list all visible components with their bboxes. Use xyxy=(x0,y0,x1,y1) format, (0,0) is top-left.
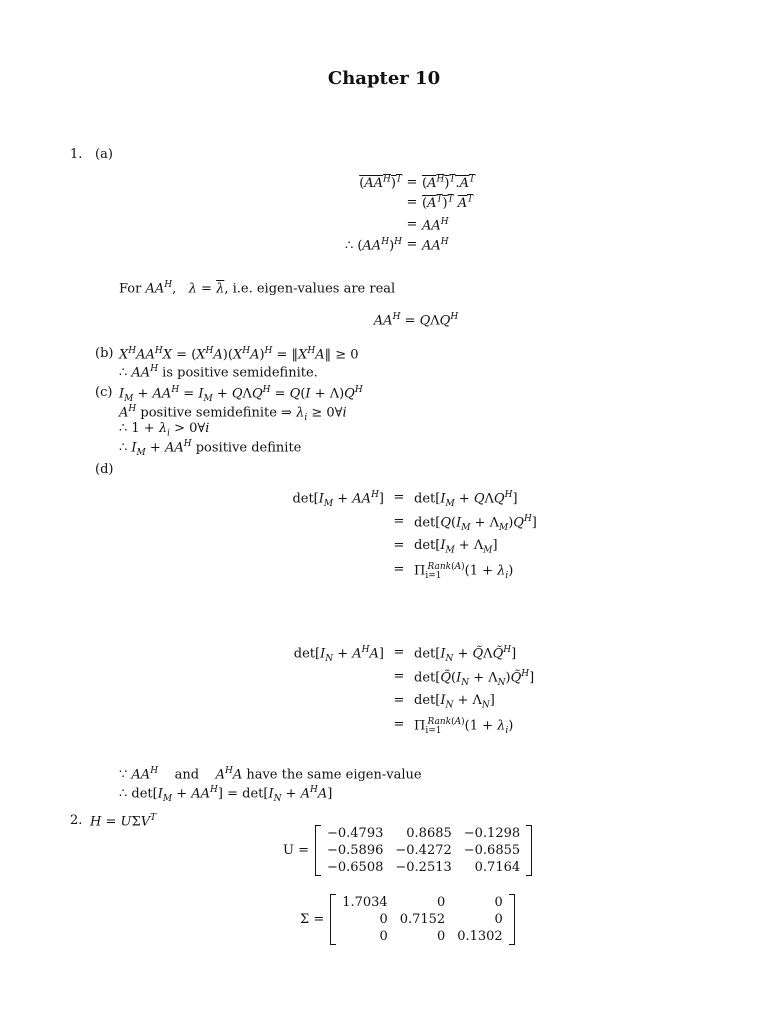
matrix-cell: −0.2513 xyxy=(395,860,452,875)
eq-rel: = xyxy=(393,717,405,732)
part-b-label: (b) xyxy=(95,346,114,361)
eq-rhs: $\det[I_N$ + Q̃ΛQ̃$^H$] xyxy=(414,645,517,664)
eq-rhs: $\det[I_M + Q\Lambda Q^H]$ xyxy=(414,490,518,509)
matrix-cell: −0.5896 xyxy=(326,843,384,858)
question-1-number: 1. xyxy=(70,147,83,162)
part-b-line-1: $X^HAA^HX = (X^HA)(X^HA)^H$ = $‖X^HA‖ \ge 0$ xyxy=(119,346,359,363)
eq-rel: = xyxy=(406,175,418,190)
eq-rel: = xyxy=(393,562,405,577)
eq-rel: = xyxy=(393,538,405,553)
eq-rhs: $\det[I_M + \Lambda_M]$ xyxy=(414,538,498,556)
part-d-block-1 xyxy=(280,490,580,586)
eq-rel: = xyxy=(406,195,418,210)
matrix-Sigma-table xyxy=(336,894,509,945)
matrix-row xyxy=(336,911,509,928)
part-d-block-2 xyxy=(280,645,580,741)
eq-row xyxy=(290,237,520,257)
eq-rel: = xyxy=(393,490,405,505)
matrix-row xyxy=(336,894,509,911)
part-c-line-1: $I_M + AA^H = I_M + Q\Lambda Q^H = Q(I + \Lambda)Q^H$ xyxy=(119,385,363,404)
eq-lhs xyxy=(290,217,402,237)
eq-lhs xyxy=(280,562,384,586)
matrix-cell: −0.6508 xyxy=(326,860,384,875)
matrix-cell: −0.4793 xyxy=(326,826,384,841)
eq-lhs xyxy=(290,195,402,217)
eq-row xyxy=(290,175,520,195)
part-c-label: (c) xyxy=(95,385,113,400)
part-b-line-2: ∴ $AA^H$ is positive semidefinite. xyxy=(119,364,318,381)
part-c-line-3: ∴ $1 + \lambda_i$ > 0∀i xyxy=(119,421,210,439)
bracket-right xyxy=(509,894,515,945)
part-d-because: ∵ $AA^H$ and $A^HA$ have the same eigen-value xyxy=(119,766,422,783)
eq-lhs: $\det[I_M + AA^H]$ xyxy=(292,490,384,509)
eq-lhs: $(AA^H)^T$ xyxy=(359,175,402,192)
eq-rel: = xyxy=(393,669,405,684)
part-a-label: (a) xyxy=(95,147,113,162)
eq-rel: = xyxy=(393,514,405,529)
matrix-cell: 0.7164 xyxy=(474,860,521,875)
matrix-row xyxy=(321,842,526,859)
matrix-U-label: U = xyxy=(283,843,309,858)
eq-rel: = xyxy=(393,693,405,708)
eq-row xyxy=(280,514,580,538)
eq-lhs xyxy=(280,538,384,562)
part-c-line-4: ∴ $I_M + AA^H$ positive definite xyxy=(119,439,302,458)
matrix-Sigma-label: Σ = xyxy=(300,912,325,927)
eq-lhs xyxy=(280,717,384,741)
eq-lhs xyxy=(280,514,384,538)
matrix-cell: 0 xyxy=(436,895,446,910)
matrix-cell: 0 xyxy=(436,929,446,944)
matrix-cell: 0 xyxy=(379,912,388,927)
matrix-cell: 0.7152 xyxy=(399,912,446,927)
matrix-cell: −0.6855 xyxy=(463,843,521,858)
eq-row xyxy=(280,645,580,669)
part-d-therefore: ∴ $\det[I_M + AA^H] = \det[I_N + A^HA]$ xyxy=(119,785,333,804)
matrix-cell: 0.8685 xyxy=(406,826,452,841)
eq-rhs: $\Pi_{i=1}^{Rank(A)}(1 + \lambda_i)$ xyxy=(414,717,514,736)
q2-statement: $H = U\Sigma V^T$ xyxy=(90,813,157,830)
eq-row xyxy=(290,217,520,237)
eq-row xyxy=(280,562,580,586)
eq-rhs: $\det[I_N + \Lambda_N]$ xyxy=(414,693,495,711)
part-a-centered-eq: $AA^H = Q\Lambda Q^H$ xyxy=(373,312,459,329)
part-c-line-2: $A^H$ positive semidefinite ⇒ $\lambda_i$ ≥ 0∀i xyxy=(119,404,347,423)
eq-rhs: $AA^H$ xyxy=(422,237,449,254)
matrix-cell: 1.7034 xyxy=(342,895,388,910)
eq-rhs: $\det[Q̃(I_N$ + $\Lambda_N)Q̃^H$] xyxy=(414,669,535,688)
eq-lhs xyxy=(280,693,384,717)
part-a-note: For $AA^H$, $\lambda = \overline{\lambda}$, i.e. eigen-values are real xyxy=(119,280,396,297)
eq-rel: = xyxy=(406,217,418,232)
eq-rhs: $AA^H$ xyxy=(422,217,449,234)
matrix-cell: −0.4272 xyxy=(395,843,452,858)
matrix-cell: 0 xyxy=(494,912,503,927)
eq-lhs xyxy=(280,669,384,693)
eq-row xyxy=(290,195,520,217)
eq-rel: = xyxy=(406,237,418,252)
eq-row xyxy=(280,717,580,741)
part-d-label: (d) xyxy=(95,462,114,477)
bracket-right xyxy=(526,825,532,876)
part-a-equations xyxy=(290,175,520,257)
matrix-Sigma xyxy=(300,894,515,945)
eq-row xyxy=(280,490,580,514)
matrix-cell: 0 xyxy=(379,929,388,944)
eq-row xyxy=(280,693,580,717)
eq-rel: = xyxy=(393,645,405,660)
matrix-cell: 0.1302 xyxy=(457,929,503,944)
matrix-cell: −0.1298 xyxy=(463,826,521,841)
matrix-U-table xyxy=(321,825,526,876)
eq-lhs: $\det[I_N + A^HA]$ xyxy=(293,645,384,664)
eq-lhs: ∴ $(AA^H)^H$ xyxy=(344,237,402,254)
question-2-number: 2. xyxy=(70,813,83,828)
matrix-row xyxy=(336,928,509,945)
eq-rhs: $(A^T)^T$ $A^T$ xyxy=(422,195,474,212)
matrix-row xyxy=(321,859,526,876)
chapter-title: Chapter 10 xyxy=(327,68,441,89)
matrix-U xyxy=(283,825,532,876)
eq-rhs: $(A^H)^T.A^T$ xyxy=(422,175,475,192)
eq-rhs: $\det[Q(I_M + \Lambda_M)Q^H]$ xyxy=(414,514,537,533)
matrix-row xyxy=(321,825,526,842)
eq-row xyxy=(280,538,580,562)
eq-rhs: $\Pi_{i=1}^{Rank(A)}(1 + \lambda_i)$ xyxy=(414,562,514,581)
matrix-cell: 0 xyxy=(494,895,503,910)
eq-row xyxy=(280,669,580,693)
